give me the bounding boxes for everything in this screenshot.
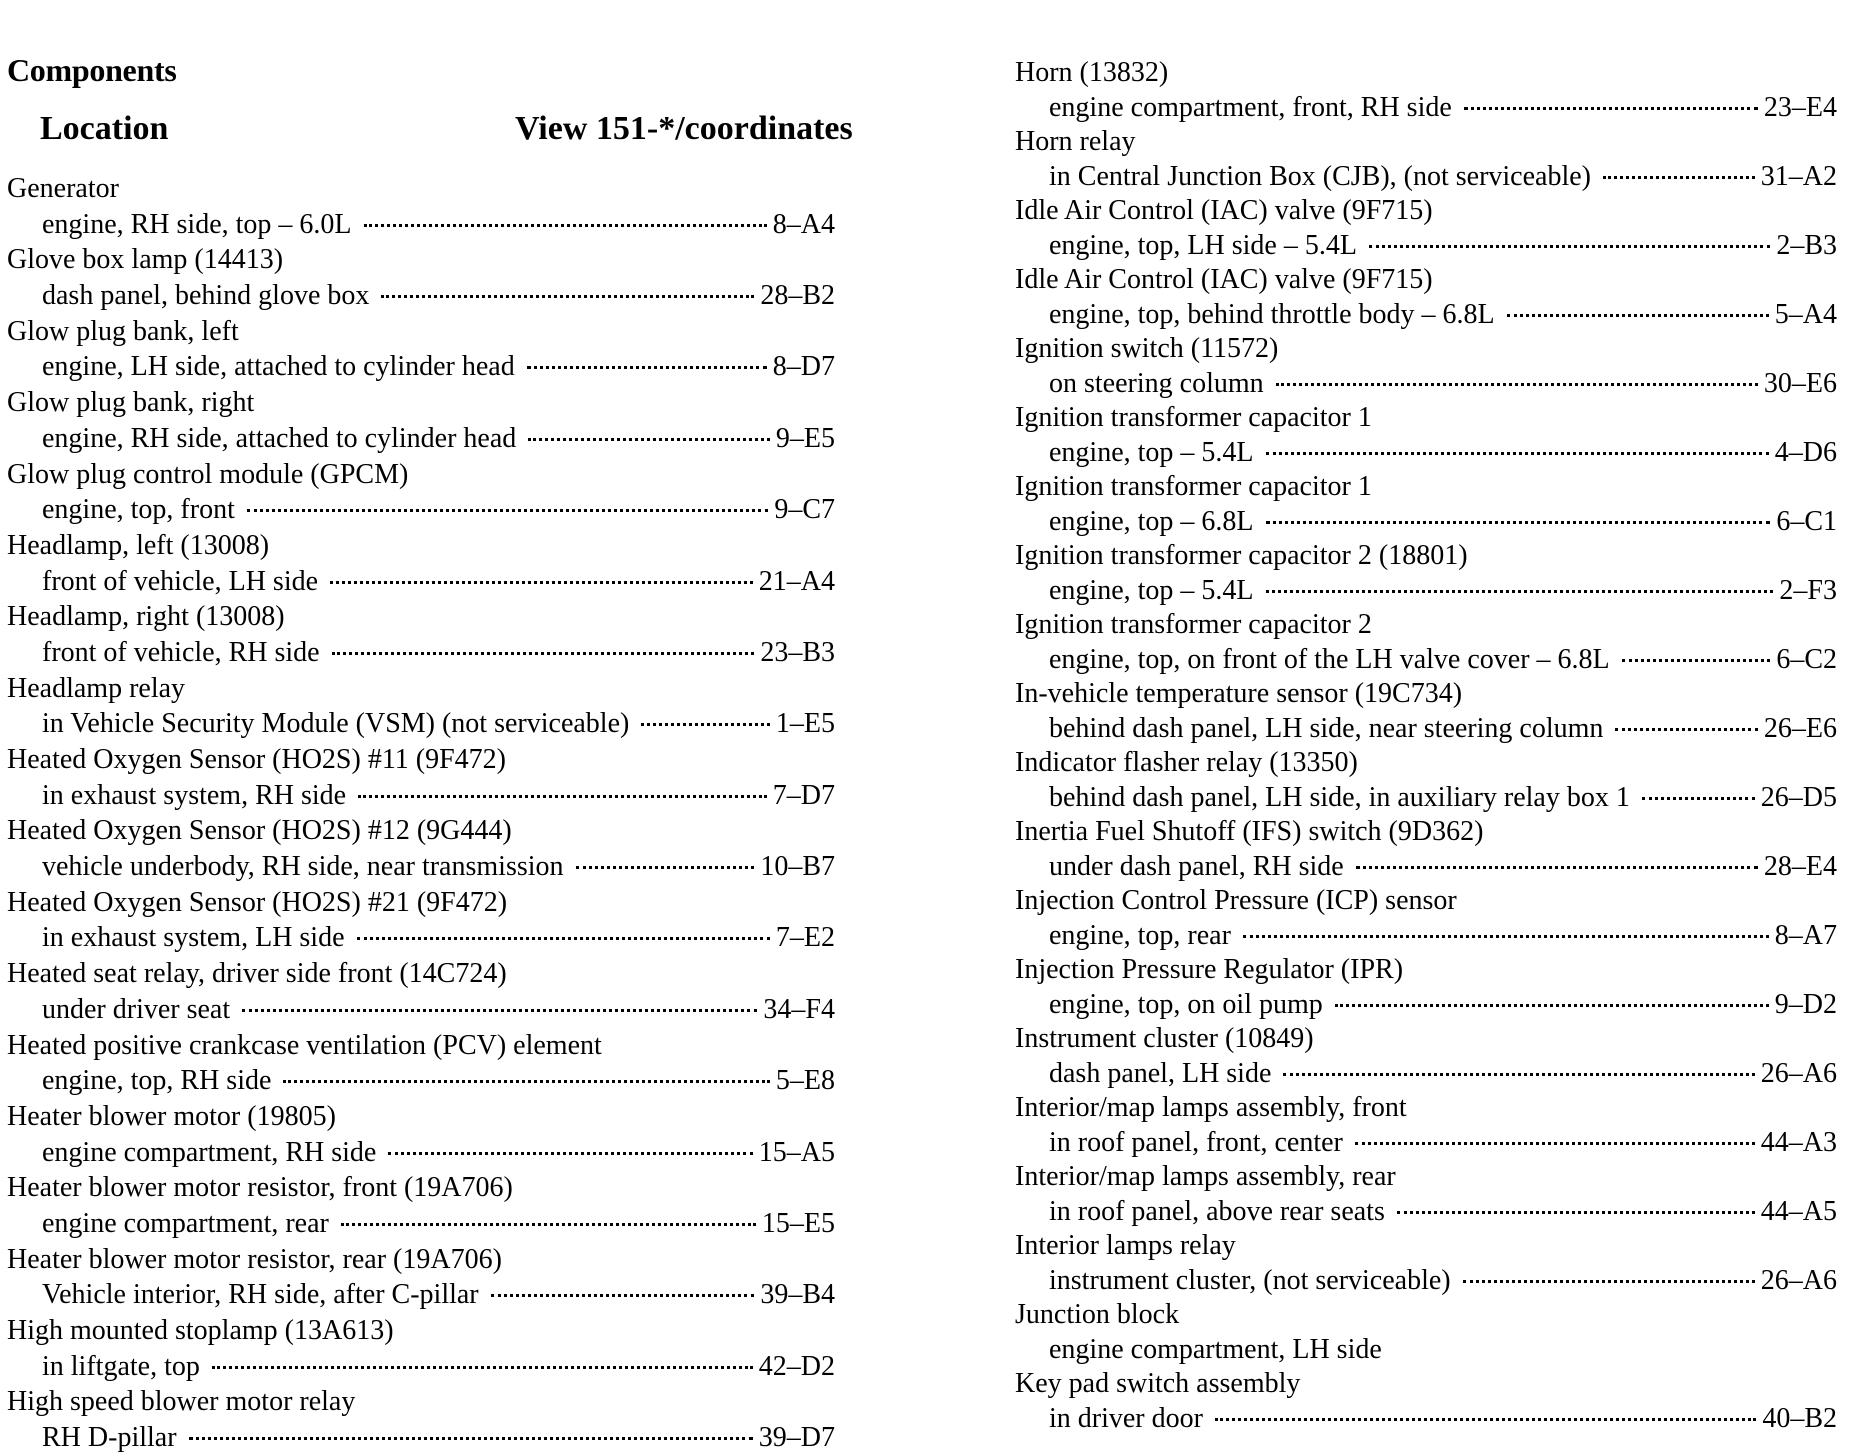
component-location: under driver seat <box>42 993 231 1025</box>
dot-leader <box>1243 935 1769 938</box>
component-name: Heated Oxygen Sensor (HO2S) #11 (9F472) <box>7 744 506 775</box>
component-entry <box>7 1028 835 1099</box>
dot-leader <box>189 1437 753 1440</box>
view-coordinate: 34–F4 <box>763 993 835 1025</box>
view-coordinate: 44–A3 <box>1760 1126 1837 1158</box>
component-name: Indicator flasher relay (13350) <box>1015 747 1358 778</box>
dot-leader <box>1615 728 1757 731</box>
view-coordinate: 15–E5 <box>761 1207 835 1239</box>
component-location: instrument cluster, (not serviceable) <box>1049 1264 1451 1296</box>
view-coordinate: 31–A2 <box>1760 160 1837 192</box>
component-name: Generator <box>7 173 119 204</box>
component-name: Injection Pressure Regulator (IPR) <box>1015 954 1404 985</box>
component-entry <box>7 1313 835 1384</box>
component-name: Heated Oxygen Sensor (HO2S) #21 (9F472) <box>7 886 508 918</box>
component-location: engine, top, behind throttle body – 6.8L <box>1049 298 1495 330</box>
component-location-row <box>1015 988 1837 1023</box>
component-entry <box>1015 884 1837 953</box>
component-name: Glow plug bank, right <box>7 387 255 419</box>
component-name: Heater blower motor (19805) <box>7 1100 336 1132</box>
component-location-row <box>7 849 835 885</box>
dot-leader <box>330 581 753 584</box>
component-location: in liftgate, top <box>42 1350 200 1382</box>
dot-leader <box>242 1009 757 1012</box>
component-location: engine compartment, front, RH side <box>1049 91 1452 123</box>
component-location: engine, top – 6.8L <box>1049 505 1254 537</box>
component-location: in driver door <box>1049 1402 1203 1434</box>
component-name: Ignition switch (11572) <box>1015 333 1279 364</box>
component-entry <box>7 742 835 813</box>
view-coordinate: 8–A7 <box>1774 919 1837 951</box>
component-name: Ignition transformer capacitor 1 <box>1015 402 1372 433</box>
component-location-row <box>7 778 835 814</box>
view-coordinate: 7–D7 <box>772 779 835 811</box>
component-location: in roof panel, front, center <box>1049 1126 1343 1158</box>
component-entry <box>1015 953 1837 1022</box>
component-entry <box>1015 470 1837 539</box>
component-name: Junction block <box>1015 1299 1180 1330</box>
view-coordinate: 44–A5 <box>1760 1195 1837 1227</box>
component-location-row <box>1015 367 1837 402</box>
component-location-row <box>1015 574 1837 609</box>
dot-leader <box>1283 1073 1754 1076</box>
dot-leader <box>491 1294 755 1297</box>
component-location-row <box>1015 160 1837 195</box>
component-entry <box>7 385 835 456</box>
component-entry <box>7 314 835 385</box>
component-name: Inertia Fuel Shutoff (IFS) switch (9D362) <box>1015 816 1484 847</box>
component-location: Vehicle interior, RH side, after C-pillar <box>42 1279 479 1311</box>
component-name: Interior/map lamps assembly, front <box>1015 1092 1407 1123</box>
view-coordinate: 1–E5 <box>775 708 835 740</box>
component-entry <box>1015 332 1837 401</box>
view-coordinate: 2–B3 <box>1776 229 1837 261</box>
dot-leader <box>1397 1211 1755 1214</box>
component-entry <box>1015 194 1837 263</box>
component-name: Headlamp, left (13008) <box>7 529 270 561</box>
component-location-row <box>7 635 835 671</box>
component-entry <box>7 1384 835 1455</box>
component-entry <box>7 242 835 313</box>
component-location: engine, top, rear <box>1049 919 1231 951</box>
view-coordinate: 42–D2 <box>758 1350 835 1382</box>
component-location-row <box>1015 298 1837 333</box>
view-coordinate: 28–E4 <box>1763 850 1837 882</box>
component-location-row <box>7 492 835 528</box>
component-entry <box>7 1099 835 1170</box>
dot-leader <box>1369 245 1770 248</box>
dot-leader <box>357 937 770 940</box>
component-location-row <box>7 278 835 314</box>
location-column-header: Location <box>40 110 169 147</box>
component-location: engine, top, front <box>42 494 235 526</box>
component-name: Idle Air Control (IAC) valve (9F715) <box>1015 195 1433 226</box>
component-location-row <box>7 1420 835 1456</box>
component-location-row <box>1015 1264 1837 1299</box>
component-location-row <box>1015 1333 1837 1368</box>
component-location-row <box>1015 850 1837 885</box>
view-coordinate: 40–B2 <box>1762 1402 1837 1434</box>
dot-leader <box>1266 521 1771 524</box>
view-coordinate: 23–B3 <box>760 636 835 668</box>
dot-leader <box>1622 659 1771 662</box>
component-location: engine, top, LH side – 5.4L <box>1049 229 1357 261</box>
component-entry <box>7 171 835 242</box>
component-entry <box>7 956 835 1027</box>
view-coordinate: 5–E8 <box>775 1065 835 1097</box>
view-coordinate: 6–C1 <box>1776 505 1837 537</box>
dot-leader <box>1463 1280 1755 1283</box>
component-location: behind dash panel, LH side, near steering column <box>1049 712 1604 744</box>
component-location-row <box>1015 91 1837 126</box>
component-location: vehicle underbody, RH side, near transmission <box>42 851 564 883</box>
component-location: front of vehicle, LH side <box>42 565 319 597</box>
component-location: engine, LH side, attached to cylinder head <box>42 351 515 383</box>
component-name: Glove box lamp (14413) <box>7 244 284 276</box>
component-location-row <box>1015 505 1837 540</box>
view-coordinate: 8–A4 <box>772 208 835 240</box>
component-location-row <box>1015 712 1837 747</box>
dot-leader <box>1266 452 1769 455</box>
component-entry <box>1015 746 1837 815</box>
component-location-row <box>7 421 835 457</box>
component-entry <box>1015 539 1837 608</box>
dot-leader <box>1642 797 1755 800</box>
dot-leader <box>283 1080 769 1083</box>
component-location-row <box>7 349 835 385</box>
component-entry <box>1015 263 1837 332</box>
component-entry <box>1015 1229 1837 1298</box>
component-location-row <box>1015 643 1837 678</box>
component-name: Ignition transformer capacitor 1 <box>1015 471 1372 502</box>
view-coordinate: 15–A5 <box>758 1136 835 1168</box>
component-entry <box>7 599 835 670</box>
component-name: Glow plug control module (GPCM) <box>7 458 409 490</box>
view-coordinate: 2–F3 <box>1779 574 1837 606</box>
view-coordinate: 30–E6 <box>1763 367 1837 399</box>
component-location-row <box>7 992 835 1028</box>
component-location-row <box>7 1206 835 1242</box>
dot-leader <box>1276 383 1758 386</box>
component-location: engine compartment, LH side <box>1049 1333 1382 1365</box>
component-location: engine compartment, rear <box>42 1207 329 1239</box>
component-entry <box>1015 1367 1837 1436</box>
component-name: Heated seat relay, driver side front (14C724) <box>7 958 507 990</box>
view-coordinate: 9–E5 <box>775 422 835 454</box>
component-location: engine, top, on oil pump <box>1049 988 1323 1020</box>
component-name: High mounted stoplamp (13A613) <box>7 1315 394 1346</box>
component-location-row <box>7 1277 835 1313</box>
component-location-row <box>1015 1195 1837 1230</box>
component-name: Key pad switch assembly <box>1015 1368 1301 1399</box>
view-coordinate: 39–D7 <box>758 1422 835 1454</box>
component-entry <box>7 813 835 884</box>
component-location: in roof panel, above rear seats <box>1049 1195 1385 1227</box>
dot-leader <box>212 1366 753 1369</box>
component-location-row <box>7 564 835 600</box>
component-location: engine, top – 5.4L <box>1049 574 1254 606</box>
component-name: Injection Control Pressure (ICP) sensor <box>1015 885 1457 916</box>
view-coordinate: 8–D7 <box>772 351 835 383</box>
view-coordinate: 9–C7 <box>774 494 835 526</box>
component-location: engine, RH side, top – 6.0L <box>42 208 352 240</box>
component-location: behind dash panel, LH side, in auxiliary relay box 1 <box>1049 781 1630 813</box>
component-name: Heated Oxygen Sensor (HO2S) #12 (9G444) <box>7 815 512 847</box>
view-coordinate: 39–B4 <box>760 1279 835 1311</box>
dot-leader <box>332 652 755 655</box>
component-location: dash panel, behind glove box <box>42 280 370 312</box>
component-name: Interior lamps relay <box>1015 1230 1236 1261</box>
component-entry <box>1015 1298 1837 1367</box>
dot-leader <box>1215 1418 1756 1421</box>
right-component-list <box>1015 56 1837 1436</box>
component-name: Glow plug bank, left <box>7 315 239 347</box>
view-coordinate: 5–A4 <box>1774 298 1837 330</box>
component-location: engine, top, on front of the LH valve cover – 6.8L <box>1049 643 1610 675</box>
component-name: High speed blower motor relay <box>7 1386 356 1418</box>
component-location-row <box>7 207 835 243</box>
dot-leader <box>358 795 767 798</box>
component-name: Interior/map lamps assembly, rear <box>1015 1161 1396 1192</box>
dot-leader <box>247 509 768 512</box>
dot-leader <box>364 224 767 227</box>
dot-leader <box>1355 1142 1755 1145</box>
component-name: Ignition transformer capacitor 2 <box>1015 609 1372 640</box>
view-coordinate: 26–A6 <box>1760 1057 1837 1089</box>
component-location-row <box>1015 436 1837 471</box>
left-component-list <box>7 171 835 1456</box>
dot-leader <box>1464 107 1758 110</box>
component-location-row <box>7 1063 835 1099</box>
component-location: on steering column <box>1049 367 1264 399</box>
dot-leader <box>528 438 770 441</box>
view-coordinate: 28–B2 <box>760 280 835 312</box>
dot-leader <box>381 295 754 298</box>
component-location-row <box>1015 1126 1837 1161</box>
view-coordinate: 4–D6 <box>1774 436 1837 468</box>
view-coordinate: 21–A4 <box>758 565 835 597</box>
component-location: front of vehicle, RH side <box>42 636 320 668</box>
component-name: Heater blower motor resistor, rear (19A706) <box>7 1243 502 1275</box>
component-entry <box>7 885 835 956</box>
component-location-row <box>7 920 835 956</box>
dot-leader <box>1335 1004 1769 1007</box>
component-entry <box>1015 815 1837 884</box>
component-location-row <box>1015 229 1837 264</box>
view-coordinate: 6–C2 <box>1776 643 1837 675</box>
component-name: Idle Air Control (IAC) valve (9F715) <box>1015 264 1433 295</box>
component-location-row <box>1015 1057 1837 1092</box>
component-entry <box>1015 125 1837 194</box>
dot-leader <box>641 723 770 726</box>
dot-leader <box>341 1223 756 1226</box>
view-coordinate: 7–E2 <box>775 922 835 954</box>
component-name: Heated positive crankcase ventilation (PCV) element <box>7 1029 602 1061</box>
dot-leader <box>388 1152 752 1155</box>
dot-leader <box>1356 866 1758 869</box>
page-title: Components <box>7 52 177 88</box>
component-location: engine, RH side, attached to cylinder head <box>42 422 517 454</box>
component-entry <box>7 1170 835 1241</box>
component-entry <box>7 671 835 742</box>
component-location: in exhaust system, LH side <box>42 922 345 954</box>
dot-leader <box>576 866 755 869</box>
component-location-row <box>1015 919 1837 954</box>
component-location-row <box>7 1135 835 1171</box>
component-location: engine, top, RH side <box>42 1065 272 1097</box>
component-location-row <box>7 706 835 742</box>
component-location: engine compartment, RH side <box>42 1136 377 1168</box>
view-coordinate: 23–E4 <box>1763 91 1837 123</box>
component-location: in Central Junction Box (CJB), (not serviceable) <box>1049 160 1591 192</box>
dot-leader <box>1266 590 1774 593</box>
view-coordinate: 26–E6 <box>1763 712 1837 744</box>
component-name: Headlamp, right (13008) <box>7 601 285 633</box>
view-coordinate: 26–A6 <box>1760 1264 1837 1296</box>
component-location: RH D-pillar <box>42 1422 177 1454</box>
view-coordinates-column-header: View 151-*/coordinates <box>515 110 853 147</box>
component-location: engine, top – 5.4L <box>1049 436 1254 468</box>
component-location: dash panel, LH side <box>1049 1057 1272 1089</box>
view-coordinate: 9–D2 <box>1774 988 1837 1020</box>
component-name: Horn (13832) <box>1015 57 1169 88</box>
component-location: under dash panel, RH side <box>1049 850 1344 882</box>
component-location-row <box>1015 781 1837 816</box>
component-entry <box>7 1242 835 1313</box>
component-name: Heater blower motor resistor, front (19A706) <box>7 1172 513 1204</box>
component-location-row <box>1015 1402 1837 1437</box>
component-name: Horn relay <box>1015 126 1136 157</box>
dot-leader <box>527 366 767 369</box>
component-entry <box>1015 1160 1837 1229</box>
dot-leader <box>1603 176 1755 179</box>
component-name: In-vehicle temperature sensor (19C734) <box>1015 678 1463 709</box>
component-entry <box>1015 608 1837 677</box>
component-entry <box>1015 56 1837 125</box>
component-location: in exhaust system, RH side <box>42 779 347 811</box>
view-coordinate: 10–B7 <box>760 851 835 883</box>
dot-leader <box>1507 314 1769 317</box>
component-entry <box>1015 1091 1837 1160</box>
component-entry <box>7 457 835 528</box>
component-entry <box>7 528 835 599</box>
component-entry <box>1015 401 1837 470</box>
component-location-row <box>7 1349 835 1385</box>
component-name: Instrument cluster (10849) <box>1015 1023 1314 1054</box>
component-name: Headlamp relay <box>7 672 186 704</box>
component-entry <box>1015 677 1837 746</box>
component-name: Ignition transformer capacitor 2 (18801) <box>1015 540 1468 571</box>
component-location: in Vehicle Security Module (VSM) (not serviceable) <box>42 708 630 740</box>
component-entry <box>1015 1022 1837 1091</box>
view-coordinate: 26–D5 <box>1760 781 1837 813</box>
